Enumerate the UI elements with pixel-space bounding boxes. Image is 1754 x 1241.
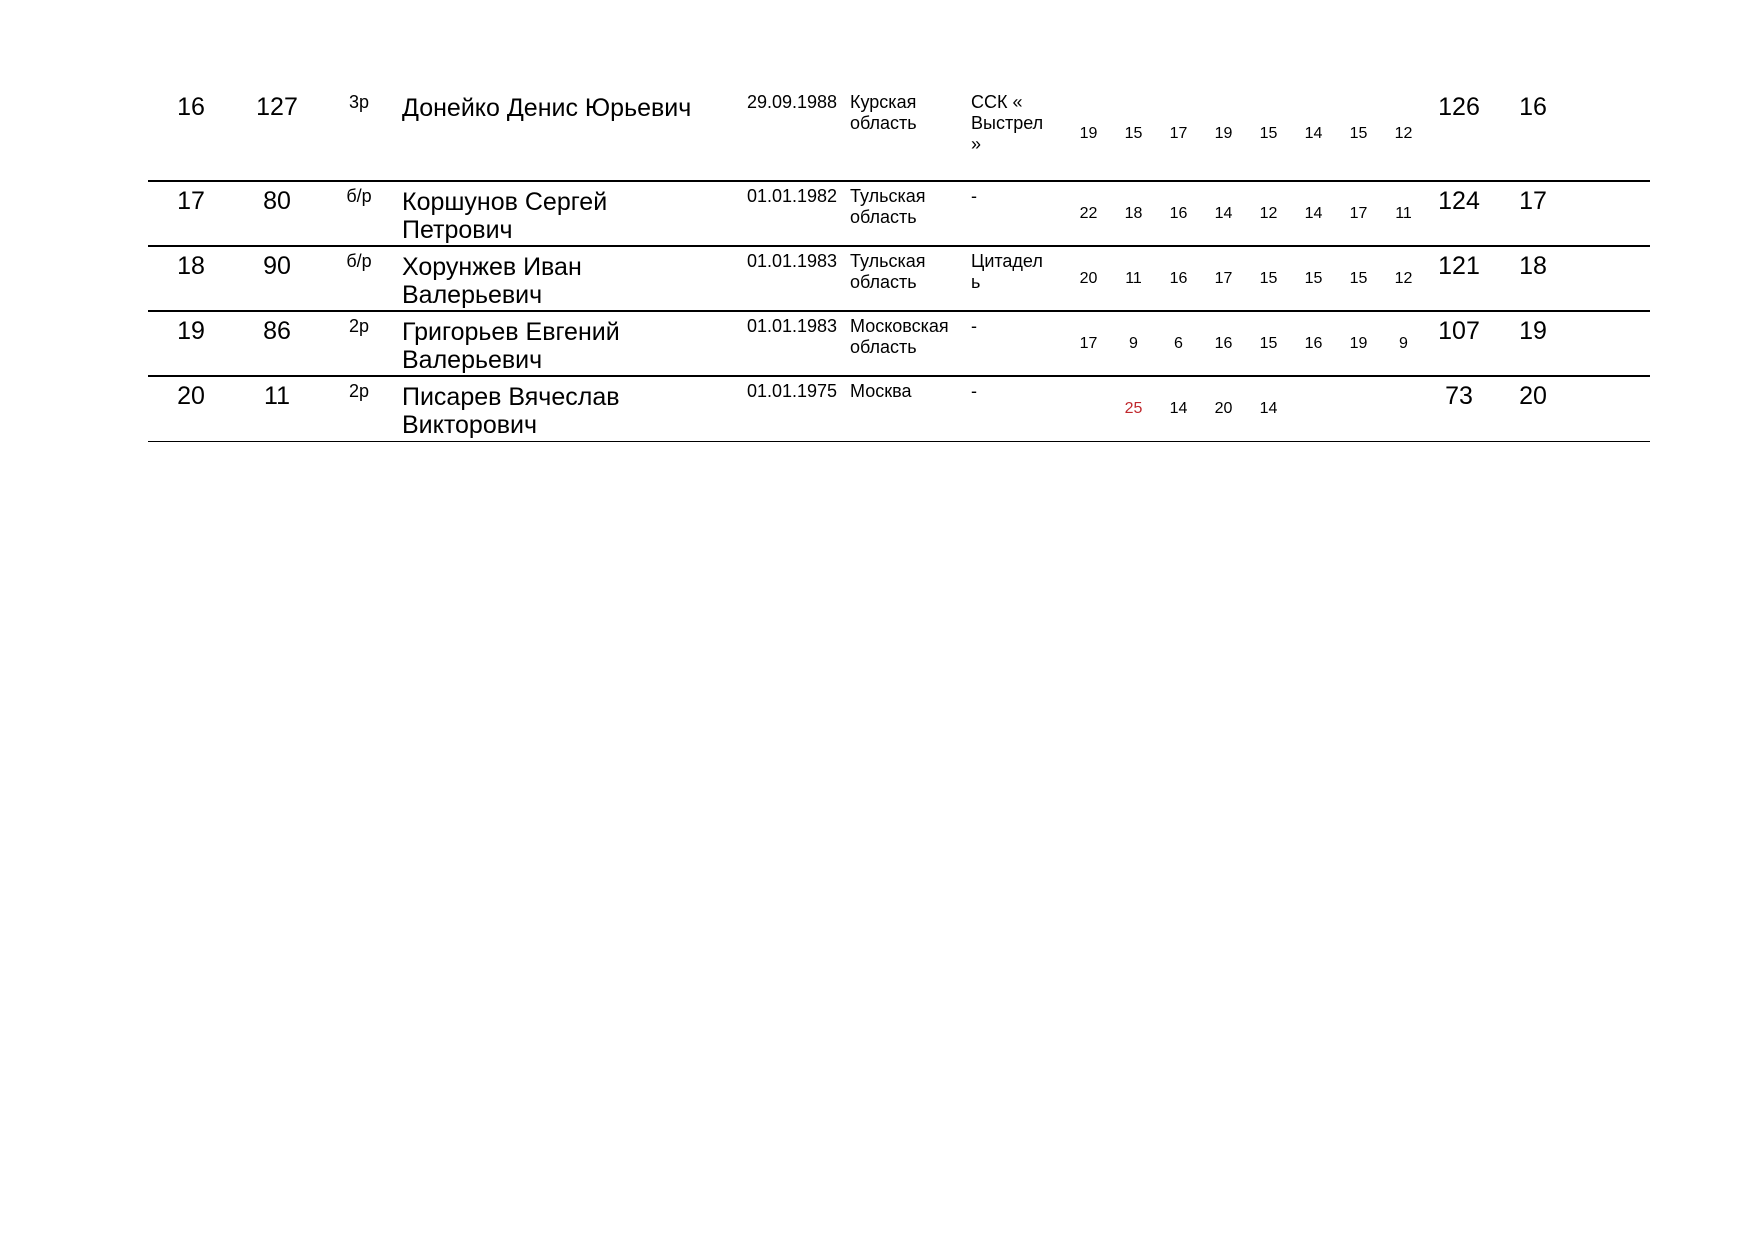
region-cell: Москва xyxy=(850,381,912,401)
score-cell xyxy=(1066,399,1111,419)
score-cell: 9 xyxy=(1129,335,1138,352)
region-cell: Тульская область xyxy=(850,251,926,292)
region-cell: Тульская область xyxy=(850,186,926,227)
total-cell: 73 xyxy=(1445,382,1473,410)
dob-cell: 01.01.1982 xyxy=(746,186,838,206)
score-cell: 20 xyxy=(1079,270,1098,287)
table-row xyxy=(148,312,1650,377)
score-cell: 14 xyxy=(1259,400,1278,417)
number-cell: 11 xyxy=(264,382,290,410)
dob-cell: 01.01.1983 xyxy=(746,251,838,271)
score-cell: 15 xyxy=(1304,270,1323,287)
total-cell: 126 xyxy=(1438,93,1480,121)
rank-cell: б/р xyxy=(346,186,372,206)
total-cell: 121 xyxy=(1438,252,1480,280)
score-cell: 16 xyxy=(1169,270,1188,287)
score-cell: 15 xyxy=(1259,335,1278,352)
total-cell: 124 xyxy=(1438,187,1480,215)
score-cell: 15 xyxy=(1349,270,1368,287)
score-cell: 9 xyxy=(1399,335,1408,352)
rank-cell: 2р xyxy=(348,316,370,336)
score-cell: 12 xyxy=(1259,205,1278,222)
score-cell: 16 xyxy=(1304,335,1323,352)
dob-cell: 01.01.1983 xyxy=(746,316,838,336)
rank-cell: б/р xyxy=(346,251,372,271)
region-cell: Курская область xyxy=(850,92,917,133)
score-cell: 14 xyxy=(1214,205,1233,222)
score-cell: 11 xyxy=(1125,270,1142,287)
place-cell: 18 xyxy=(177,252,205,280)
score-cell-highlighted: 25 xyxy=(1124,400,1143,417)
final-place-cell: 20 xyxy=(1519,382,1547,410)
score-cell: 17 xyxy=(1079,335,1098,352)
place-cell: 17 xyxy=(177,187,205,215)
club-cell: - xyxy=(971,381,977,401)
final-place-cell: 19 xyxy=(1519,317,1547,345)
number-cell: 90 xyxy=(263,252,291,280)
club-cell: Цитадель xyxy=(971,251,1043,292)
place-cell: 16 xyxy=(177,93,205,121)
score-cell: 17 xyxy=(1169,125,1188,142)
score-cell: 16 xyxy=(1214,335,1233,352)
scores-group xyxy=(1066,269,1426,289)
scores-group xyxy=(1066,334,1426,354)
score-cell: 15 xyxy=(1349,125,1368,142)
scores-group xyxy=(1066,204,1426,224)
score-cell: 15 xyxy=(1259,125,1278,142)
score-cell: 15 xyxy=(1124,125,1143,142)
score-cell: 18 xyxy=(1124,205,1143,222)
score-cell: 15 xyxy=(1259,270,1278,287)
score-cell: 12 xyxy=(1394,270,1413,287)
table-row xyxy=(148,182,1650,247)
table-row xyxy=(148,377,1650,442)
name-cell: Григорьев Евгений Валерьевич xyxy=(402,318,620,374)
score-cell: 16 xyxy=(1169,205,1188,222)
name-cell: Хорунжев Иван Валерьевич xyxy=(402,253,582,309)
score-cell xyxy=(1291,399,1336,419)
score-cell: 19 xyxy=(1079,125,1098,142)
club-cell: ССК « Выстрел » xyxy=(971,92,1044,154)
table-row xyxy=(148,88,1650,182)
name-cell: Писарев Вячеслав Викторович xyxy=(402,383,620,439)
score-cell: 11 xyxy=(1395,205,1412,222)
name-cell: Коршунов Сергей Петрович xyxy=(402,188,608,244)
score-cell xyxy=(1336,399,1381,419)
score-cell: 19 xyxy=(1214,125,1233,142)
dob-cell: 01.01.1975 xyxy=(746,381,838,401)
total-cell: 107 xyxy=(1438,317,1480,345)
final-place-cell: 17 xyxy=(1519,187,1547,215)
number-cell: 86 xyxy=(263,317,291,345)
score-cell: 6 xyxy=(1174,335,1183,352)
rank-cell: 2р xyxy=(348,381,370,401)
scores-group xyxy=(1066,124,1426,144)
scores-group xyxy=(1066,399,1426,419)
number-cell: 127 xyxy=(256,93,298,121)
score-cell: 17 xyxy=(1214,270,1233,287)
final-place-cell: 18 xyxy=(1519,252,1547,280)
name-cell: Донейко Денис Юрьевич xyxy=(402,94,692,122)
score-cell: 22 xyxy=(1079,205,1098,222)
number-cell: 80 xyxy=(263,187,291,215)
dob-cell: 29.09.1988 xyxy=(746,92,838,112)
score-cell: 17 xyxy=(1349,205,1368,222)
score-cell: 19 xyxy=(1349,335,1368,352)
score-cell: 14 xyxy=(1304,125,1323,142)
place-cell: 20 xyxy=(177,382,205,410)
club-cell: - xyxy=(971,186,977,206)
table-row xyxy=(148,247,1650,312)
final-place-cell: 16 xyxy=(1519,93,1547,121)
rank-cell: 3р xyxy=(348,92,370,112)
score-cell: 14 xyxy=(1304,205,1323,222)
score-cell: 12 xyxy=(1394,125,1413,142)
score-cell: 20 xyxy=(1214,400,1233,417)
place-cell: 19 xyxy=(177,317,205,345)
club-cell: - xyxy=(971,316,977,336)
results-table xyxy=(148,88,1650,442)
score-cell: 14 xyxy=(1169,400,1188,417)
region-cell: Московская область xyxy=(850,316,949,357)
